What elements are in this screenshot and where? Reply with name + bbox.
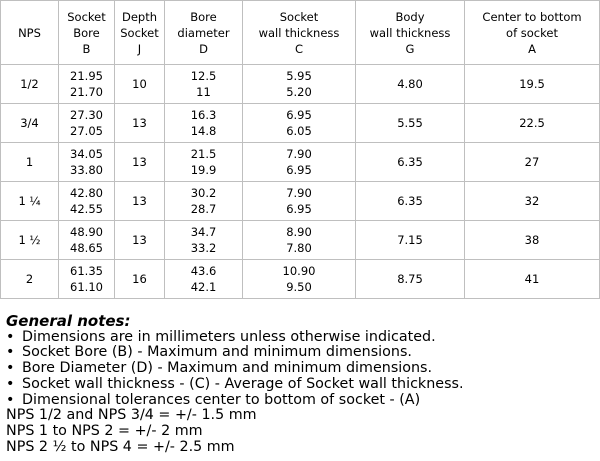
cell-socket-wall: 5.95 5.20: [243, 65, 356, 104]
cell-socket-wall: 7.90 6.95: [243, 143, 356, 182]
cell-socket-wall: 10.90 9.50: [243, 260, 356, 299]
cell-center-to-bottom: 22.5: [465, 104, 600, 143]
cell-depth-socket: 13: [115, 104, 165, 143]
cell-nps: 1/2: [1, 65, 59, 104]
cell-nps: 1 ¼: [1, 182, 59, 221]
cell-socket-bore: 27.30 27.05: [59, 104, 115, 143]
header-body-wall-thickness: Body wall thickness G: [356, 1, 465, 65]
header-nps: NPS: [1, 1, 59, 65]
cell-depth-socket: 13: [115, 182, 165, 221]
cell-socket-bore: 61.35 61.10: [59, 260, 115, 299]
cell-socket-bore: 48.90 48.65: [59, 221, 115, 260]
cell-bore-diameter: 34.7 33.2: [165, 221, 243, 260]
tolerance-line: NPS 1 to NPS 2 = +/- 2 mm: [6, 422, 203, 439]
notes-title: General notes:: [6, 312, 131, 330]
table-row: [1, 143, 600, 182]
cell-nps: 1 ½: [1, 221, 59, 260]
note-bullet-item: • Dimensional tolerances center to bottom of socket - (A): [6, 391, 421, 408]
cell-socket-wall: 7.90 6.95: [243, 182, 356, 221]
cell-socket-bore: 21.95 21.70: [59, 65, 115, 104]
header-center-to-bottom: Center to bottom of socket A: [465, 1, 600, 65]
header-bore-diameter: Bore diameter D: [165, 1, 243, 65]
header-socket-wall-thickness: Socket wall thickness C: [243, 1, 356, 65]
cell-bore-diameter: 21.5 19.9: [165, 143, 243, 182]
table-row: [1, 182, 600, 221]
table-row: [1, 260, 600, 299]
cell-center-to-bottom: 32: [465, 182, 600, 221]
cell-center-to-bottom: 27: [465, 143, 600, 182]
cell-socket-wall: 6.95 6.05: [243, 104, 356, 143]
cell-nps: 3/4: [1, 104, 59, 143]
bullet-icon: •: [6, 344, 15, 361]
tolerance-line: NPS 2 ½ to NPS 4 = +/- 2.5 mm: [6, 438, 235, 455]
header-depth-socket: Depth Socket J: [115, 1, 165, 65]
bullet-icon: •: [6, 328, 15, 345]
cell-socket-bore: 42.80 42.55: [59, 182, 115, 221]
header-socket-bore: Socket Bore B: [59, 1, 115, 65]
cell-socket-bore: 34.05 33.80: [59, 143, 115, 182]
cell-center-to-bottom: 41: [465, 260, 600, 299]
tolerance-line: NPS 1/2 and NPS 3/4 = +/- 1.5 mm: [6, 407, 257, 424]
cell-depth-socket: 13: [115, 143, 165, 182]
cell-bore-diameter: 12.5 11: [165, 65, 243, 104]
bullet-icon: •: [6, 360, 15, 377]
cell-depth-socket: 16: [115, 260, 165, 299]
cell-center-to-bottom: 19.5: [465, 65, 600, 104]
cell-bore-diameter: 16.3 14.8: [165, 104, 243, 143]
table-header-row: [1, 1, 600, 65]
cell-body-wall: 5.55: [356, 104, 465, 143]
general-notes: [6, 314, 600, 455]
cell-socket-wall: 8.90 7.80: [243, 221, 356, 260]
bullet-icon: •: [6, 375, 15, 392]
cell-bore-diameter: 43.6 42.1: [165, 260, 243, 299]
cell-center-to-bottom: 38: [465, 221, 600, 260]
note-bullet-item: • Bore Diameter (D) - Maximum and minimum dimensions.: [6, 360, 433, 377]
cell-body-wall: 7.15: [356, 221, 465, 260]
cell-body-wall: 6.35: [356, 182, 465, 221]
bullet-icon: •: [6, 391, 15, 408]
cell-depth-socket: 10: [115, 65, 165, 104]
table-row: [1, 221, 600, 260]
cell-body-wall: 6.35: [356, 143, 465, 182]
table-row: [1, 104, 600, 143]
cell-depth-socket: 13: [115, 221, 165, 260]
cell-nps: 1: [1, 143, 59, 182]
table-row: [1, 65, 600, 104]
cell-body-wall: 4.80: [356, 65, 465, 104]
note-bullet-item: • Socket wall thickness - (C) - Average of Socket wall thickness.: [6, 375, 464, 392]
cell-bore-diameter: 30.2 28.7: [165, 182, 243, 221]
cell-nps: 2: [1, 260, 59, 299]
note-bullet-item: • Dimensions are in millimeters unless otherwise indicated.: [6, 328, 436, 345]
note-bullet-item: • Socket Bore (B) - Maximum and minimum dimensions.: [6, 344, 412, 361]
cell-body-wall: 8.75: [356, 260, 465, 299]
